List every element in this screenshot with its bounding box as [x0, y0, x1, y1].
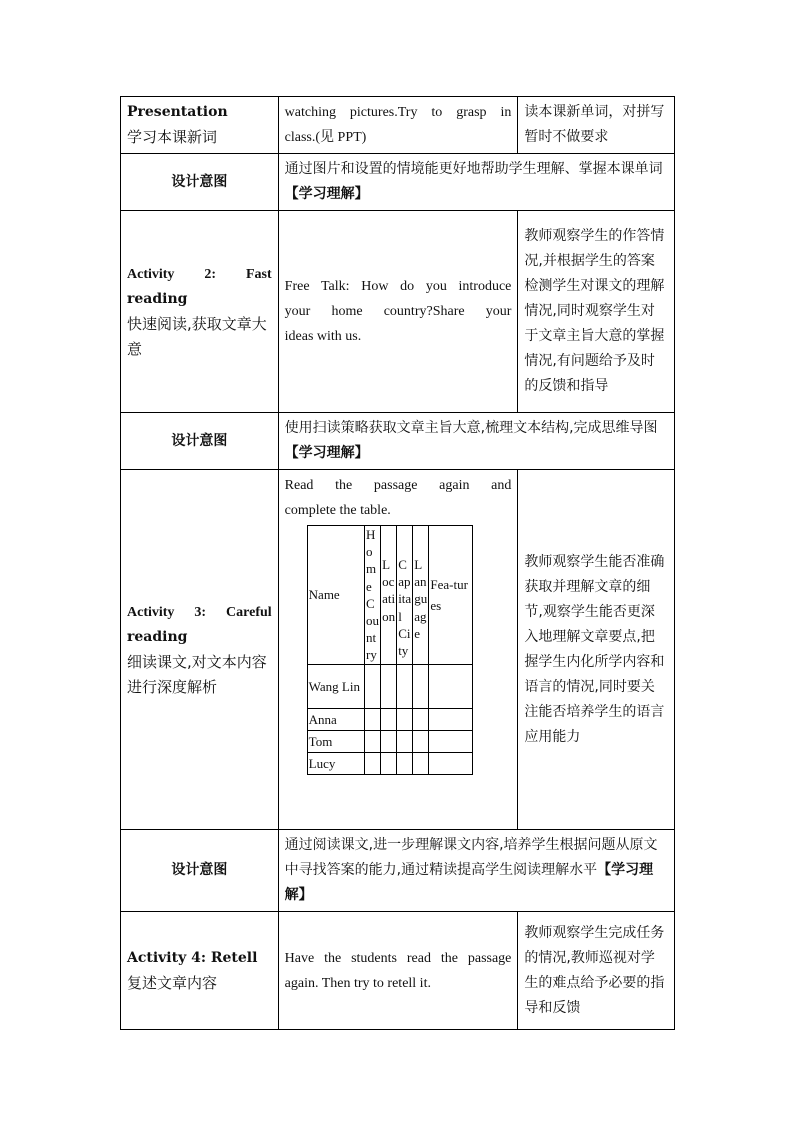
activity2-activity-cell — [278, 211, 518, 413]
reading-table-row — [307, 730, 472, 752]
activity2-title-line2: reading — [127, 290, 188, 307]
reading-table-header-row — [307, 526, 472, 665]
design-tag-2: 【学习理解】 — [284, 445, 369, 461]
activity2-activity-line1: Free Talk: How do you introduce — [284, 279, 512, 294]
activity3-activity-line1: Read the passage again and — [284, 478, 512, 493]
design-text-3: 通过阅读课文,进一步理解课文内容,培养学生根据问题从原文中寻找答案的能力,通过精读提高学生阅读理解水平 — [284, 837, 658, 878]
reading-table-cell[interactable] — [429, 708, 472, 730]
reading-table-cell[interactable] — [397, 752, 413, 774]
reading-table-header-language: Language — [413, 526, 429, 665]
reading-table-cell[interactable] — [413, 664, 429, 708]
activity2-activity-line2: your home country?Share your — [284, 304, 512, 319]
reading-table-row-name: Anna — [307, 708, 364, 730]
activity4-activity-line1: Have the students read the passage — [284, 950, 512, 966]
reading-table-header-name: Name — [307, 526, 364, 665]
row-activity-3 — [121, 470, 675, 830]
design-tag-1: 【学习理解】 — [284, 186, 369, 202]
activity3-title-cell — [121, 470, 279, 830]
design-label-3: 设计意图 — [121, 830, 279, 912]
row-activity-4 — [121, 912, 675, 1030]
activity3-activity-cell — [278, 470, 518, 830]
presentation-note-cell: 读本课新单词，对拼写暂时不做要求 — [518, 97, 675, 154]
lesson-plan-table — [120, 96, 675, 1030]
design-text-cell-2 — [278, 413, 674, 470]
activity2-subtitle: 快速阅读,获取文章大意 — [127, 314, 267, 358]
reading-table-cell[interactable] — [397, 730, 413, 752]
design-text-cell-1 — [278, 154, 674, 211]
reading-table-cell[interactable] — [365, 664, 381, 708]
design-text-2: 使用扫读策略获取文章主旨大意,梳理文本结构,完成思维导图 — [284, 420, 658, 436]
reading-table-row-name: Tom — [307, 730, 364, 752]
presentation-title: Presentation — [127, 104, 228, 120]
row-design-1 — [121, 154, 675, 211]
reading-table-row-name: Lucy — [307, 752, 364, 774]
activity2-activity-line3: ideas with us. — [284, 329, 362, 344]
reading-table-cell[interactable] — [429, 752, 472, 774]
activity2-title-cell — [121, 211, 279, 413]
reading-table-cell[interactable] — [429, 730, 472, 752]
activity3-title-line2: reading — [127, 628, 188, 645]
reading-table-cell[interactable] — [413, 752, 429, 774]
row-activity-2 — [121, 211, 675, 413]
reading-table-header-location: Location — [381, 526, 397, 665]
presentation-subtitle: 学习本课新词 — [127, 128, 218, 146]
presentation-activity-line2: class.(见 PPT) — [284, 130, 367, 145]
presentation-activity-line1: watching pictures.Try to grasp in — [284, 105, 512, 120]
row-design-2 — [121, 413, 675, 470]
presentation-activity-cell — [278, 97, 518, 154]
reading-table-cell[interactable] — [365, 752, 381, 774]
reading-table-cell[interactable] — [365, 730, 381, 752]
reading-table-header-home-country: Home Country — [366, 527, 379, 663]
reading-table-cell[interactable] — [381, 730, 397, 752]
reading-table-cell[interactable] — [397, 708, 413, 730]
design-label-1: 设计意图 — [121, 154, 279, 211]
reading-table-header-features: Fea-tures — [429, 526, 472, 665]
reading-table — [307, 525, 473, 775]
reading-table-cell[interactable] — [381, 752, 397, 774]
row-presentation — [121, 97, 675, 154]
reading-table-cell[interactable] — [381, 708, 397, 730]
design-tag-3: 【学习理解】 — [284, 862, 654, 903]
reading-table-header-capital-city: Capital City — [397, 526, 413, 665]
reading-table-cell[interactable] — [381, 664, 397, 708]
reading-table-cell[interactable] — [413, 708, 429, 730]
reading-table-cell[interactable] — [365, 708, 381, 730]
activity4-title: Activity 4: Retell — [127, 949, 258, 966]
activity4-activity-line2: again. Then try to retell it. — [284, 975, 431, 991]
design-text-cell-3 — [278, 830, 674, 912]
activity2-note-cell: 教师观察学生的作答情况,并根据学生的答案检测学生对课文的理解情况,同时观察学生对于文章主旨大意的掌握情况,有问题给予及时的反馈和指导 — [518, 211, 675, 413]
reading-table-cell[interactable] — [429, 664, 472, 708]
reading-table-row — [307, 708, 472, 730]
activity4-activity-cell — [278, 912, 518, 1030]
design-label-2: 设计意图 — [121, 413, 279, 470]
activity3-note-cell: 教师观察学生能否准确获取并理解文章的细节,观察学生能否更深入地理解文章要点,把握学生内化所学内容和语言的情况,同时要关注能否培养学生的语言应用能力 — [518, 470, 675, 830]
reading-table-cell[interactable] — [413, 730, 429, 752]
row-design-3 — [121, 830, 675, 912]
reading-table-cell[interactable] — [397, 664, 413, 708]
activity3-activity-line2: complete the table. — [284, 503, 391, 518]
activity4-title-cell — [121, 912, 279, 1030]
activity3-title-line1: Activity 3: Careful — [127, 604, 272, 620]
design-text-1: 通过图片和设置的情境能更好地帮助学生理解、掌握本课单词 — [284, 161, 663, 177]
activity4-note-cell: 教师观察学生完成任务的情况,教师巡视对学生的难点给予必要的指导和反馈 — [518, 912, 675, 1030]
activity3-subtitle: 细读课文,对文本内容进行深度解析 — [127, 652, 267, 696]
reading-table-row-name: Wang Lin — [307, 664, 364, 708]
reading-table-row — [307, 664, 472, 708]
activity2-title-line1: Activity 2: Fast — [127, 266, 272, 282]
reading-table-row — [307, 752, 472, 774]
presentation-title-cell — [121, 97, 279, 154]
activity4-subtitle: 复述文章内容 — [127, 973, 218, 992]
